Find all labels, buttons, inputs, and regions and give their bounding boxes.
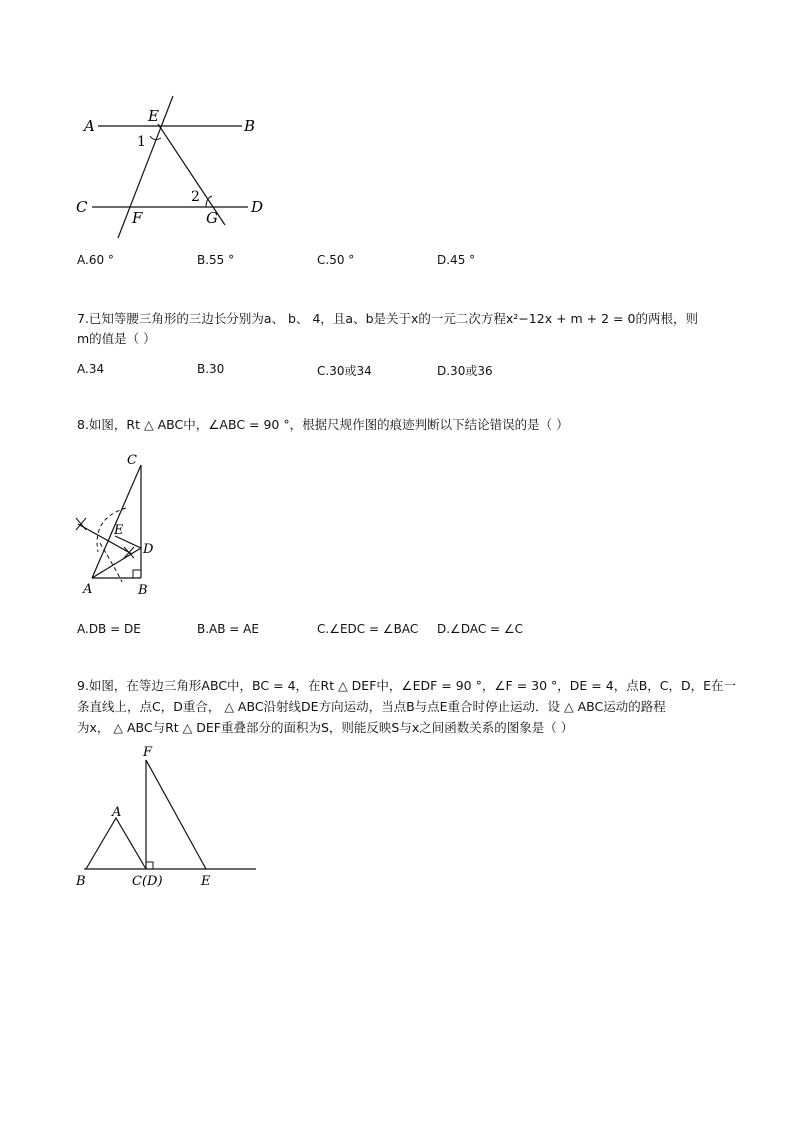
q7-stem-line2: m的值是（ ） <box>77 331 156 346</box>
right-angle-mark <box>146 862 153 869</box>
q6-option-d[interactable]: D.45 ° <box>437 253 476 267</box>
q8-option-a[interactable]: A.DB = DE <box>77 622 141 636</box>
label-d: D <box>143 542 154 557</box>
label-a: A <box>112 805 122 820</box>
q6-option-b[interactable]: B.55 ° <box>197 253 235 267</box>
label-b: B <box>138 583 148 598</box>
q9-stem-line2: 条直线上，点C，D重合， △ ABC沿射线DE方向运动，当点B与点E重合时停止运动．设 △ ABC运动的路程 <box>77 699 666 714</box>
q7-option-d[interactable]: D.30或36 <box>437 364 493 378</box>
angle-1-arc <box>150 136 161 140</box>
segment-fe <box>146 760 206 869</box>
q9-stem-line3: 为x， △ ABC与Rt △ DEF重叠部分的面积为S，则能反映S与x之间函数关系的图象是（ ） <box>77 720 574 735</box>
right-angle-mark <box>133 570 141 578</box>
transversal-ef <box>118 96 173 238</box>
label-e: E <box>148 107 159 125</box>
label-e: E <box>114 523 124 538</box>
q8-figure <box>70 448 190 603</box>
q9-stem-line1: 9.如图，在等边三角形ABC中，BC = 4，在Rt △ DEF中，∠EDF = 90 °，∠F = 30 °，DE = 4，点B，C，D，E在一 <box>77 678 737 693</box>
label-2: 2 <box>191 189 200 205</box>
q7-stem-line1: 7.已知等腰三角形的三边长分别为a、 b、 4，且a、b是关于x的一元二次方程x²−12x + m + 2 = 0的两根，则 <box>77 311 698 326</box>
label-b: B <box>244 117 256 135</box>
label-a: A <box>84 117 95 135</box>
cross-mark-right <box>124 547 134 558</box>
label-c: C <box>127 453 137 468</box>
q6-option-a[interactable]: A.60 ° <box>77 253 114 267</box>
q7-option-c[interactable]: C.30或34 <box>317 364 372 378</box>
q9-figure <box>72 740 272 890</box>
label-1: 1 <box>137 134 146 150</box>
q7-option-a[interactable]: A.34 <box>77 362 105 376</box>
triangle-abc <box>86 818 146 869</box>
label-g: G <box>206 209 218 227</box>
q6-figure <box>70 90 290 250</box>
cross-mark-left <box>76 518 86 530</box>
segment-ad <box>92 548 141 578</box>
segment-ca <box>92 465 141 578</box>
q8-option-d[interactable]: D.∠DAC = ∠C <box>437 622 524 636</box>
label-c: C <box>76 198 88 216</box>
q8-option-c[interactable]: C.∠EDC = ∠BAC <box>317 622 419 636</box>
q8-stem-line1: 8.如图，Rt △ ABC中，∠ABC = 90 °，根据尺规作图的痕迹判断以下结论错误的是（ ） <box>77 417 569 432</box>
label-e: E <box>201 874 211 889</box>
q6-option-c[interactable]: C.50 ° <box>317 253 355 267</box>
label-f: F <box>143 745 153 760</box>
label-d: D <box>251 198 264 216</box>
q8-option-b[interactable]: B.AB = AE <box>197 622 259 636</box>
label-a: A <box>83 582 93 597</box>
label-cd: C(D) <box>132 874 163 889</box>
label-f: F <box>132 209 143 227</box>
label-b: B <box>76 874 86 889</box>
arc-2 <box>100 543 122 582</box>
q7-option-b[interactable]: B.30 <box>197 362 225 376</box>
